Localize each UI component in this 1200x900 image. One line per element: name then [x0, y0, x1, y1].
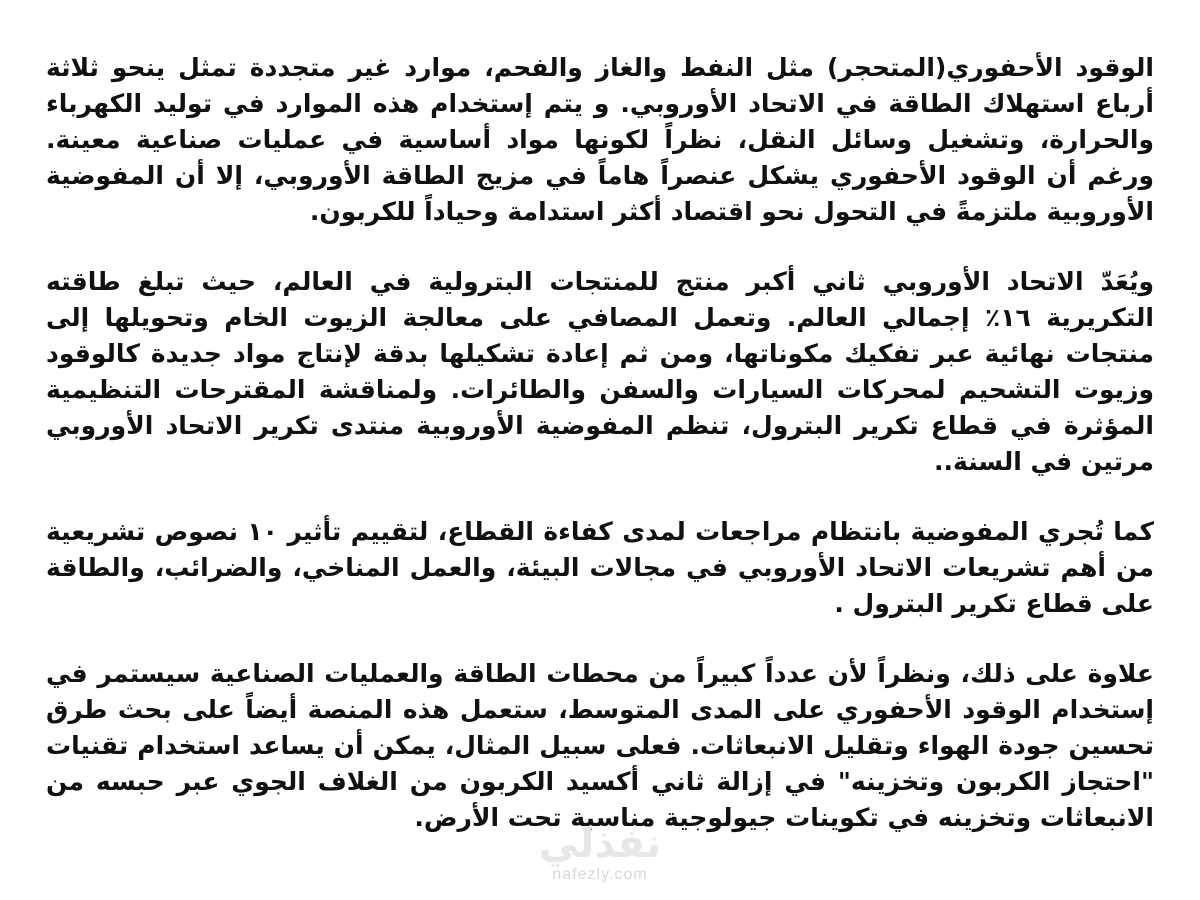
watermark-domain-text: nafezly.com	[552, 866, 648, 883]
paragraph-carbon-capture: علاوة على ذلك، ونظراً لأن عدداً كبيراً من محطات الطاقة والعمليات الصناعية سيستمر في إستخدام الوقود الأحفوري على المدى المتوسط، ستعمل هذه المنصة أيضاً على بحث طرق تحسين جودة الهواء وتقليل الانبعاثات. فعلى سبيل المثال، يمكن أن يساعد استخدام تقنيات "احتجاز الكربون وتخزينه" في إزالة ثاني أكسيد الكربون من الغلاف الجوي عبر حبسه من الانبعاثات وتخزينه في تكوينات جيولوجية مناسبة تحت الأرض.	[46, 659, 1154, 832]
paragraph-refining-capacity: ويُعَدّ الاتحاد الأوروبي ثاني أكبر منتج للمنتجات البترولية في العالم، حيث تبلغ طاقته التكريرية ١٦٪ إجمالي العالم. وتعمل المصافي على معالجة الزيوت الخام وتحويلها إلى منتجات نهائية عبر تفكيك مكوناتها، ومن ثم إعادة تشكيلها بدقة لإنتاج مواد جديدة كالوقود وزيوت التشحيم لمحركات السيارات والسفن والطائرات. ولمناقشة المقترحات التنظيمية المؤثرة في قطاع تكرير البترول، تنظم المفوضية الأوروبية منتدى تكرير الاتحاد الأوروبي مرتين في السنة..	[46, 267, 1154, 476]
paragraph-fossil-fuels: الوقود الأحفوري(المتحجر) مثل النفط والغاز والفحم، موارد غير متجددة تمثل ينحو ثلاثة أرباع استهلاك الطاقة في الاتحاد الأوروبي. و يتم إستخدام هذه الموارد في توليد الكهرباء والحرارة، وتشغيل وسائل النقل، نظراً لكونها مواد أساسية في عمليات صناعية معينة. ورغم أن الوقود الأحفوري يشكل عنصراً هاماً في مزيج الطاقة الأوروبي، إلا أن المفوضية الأوروبية ملتزمةً في التحول نحو اقتصاد أكثر استدامة وحياداً للكربون.	[46, 53, 1154, 226]
paragraph-legislation-review: كما تُجري المفوضية بانتظام مراجعات لمدى كفاءة القطاع، لتقييم تأثير ١٠ نصوص تشريعية من أهم تشريعات الاتحاد الأوروبي في مجالات البيئة، والعمل المناخي، والضرائب، والطاقة على قطاع تكرير البترول .	[46, 517, 1154, 618]
watermark-arabic-text: نفذلي	[538, 821, 662, 867]
watermark-logo	[0, 822, 1200, 884]
